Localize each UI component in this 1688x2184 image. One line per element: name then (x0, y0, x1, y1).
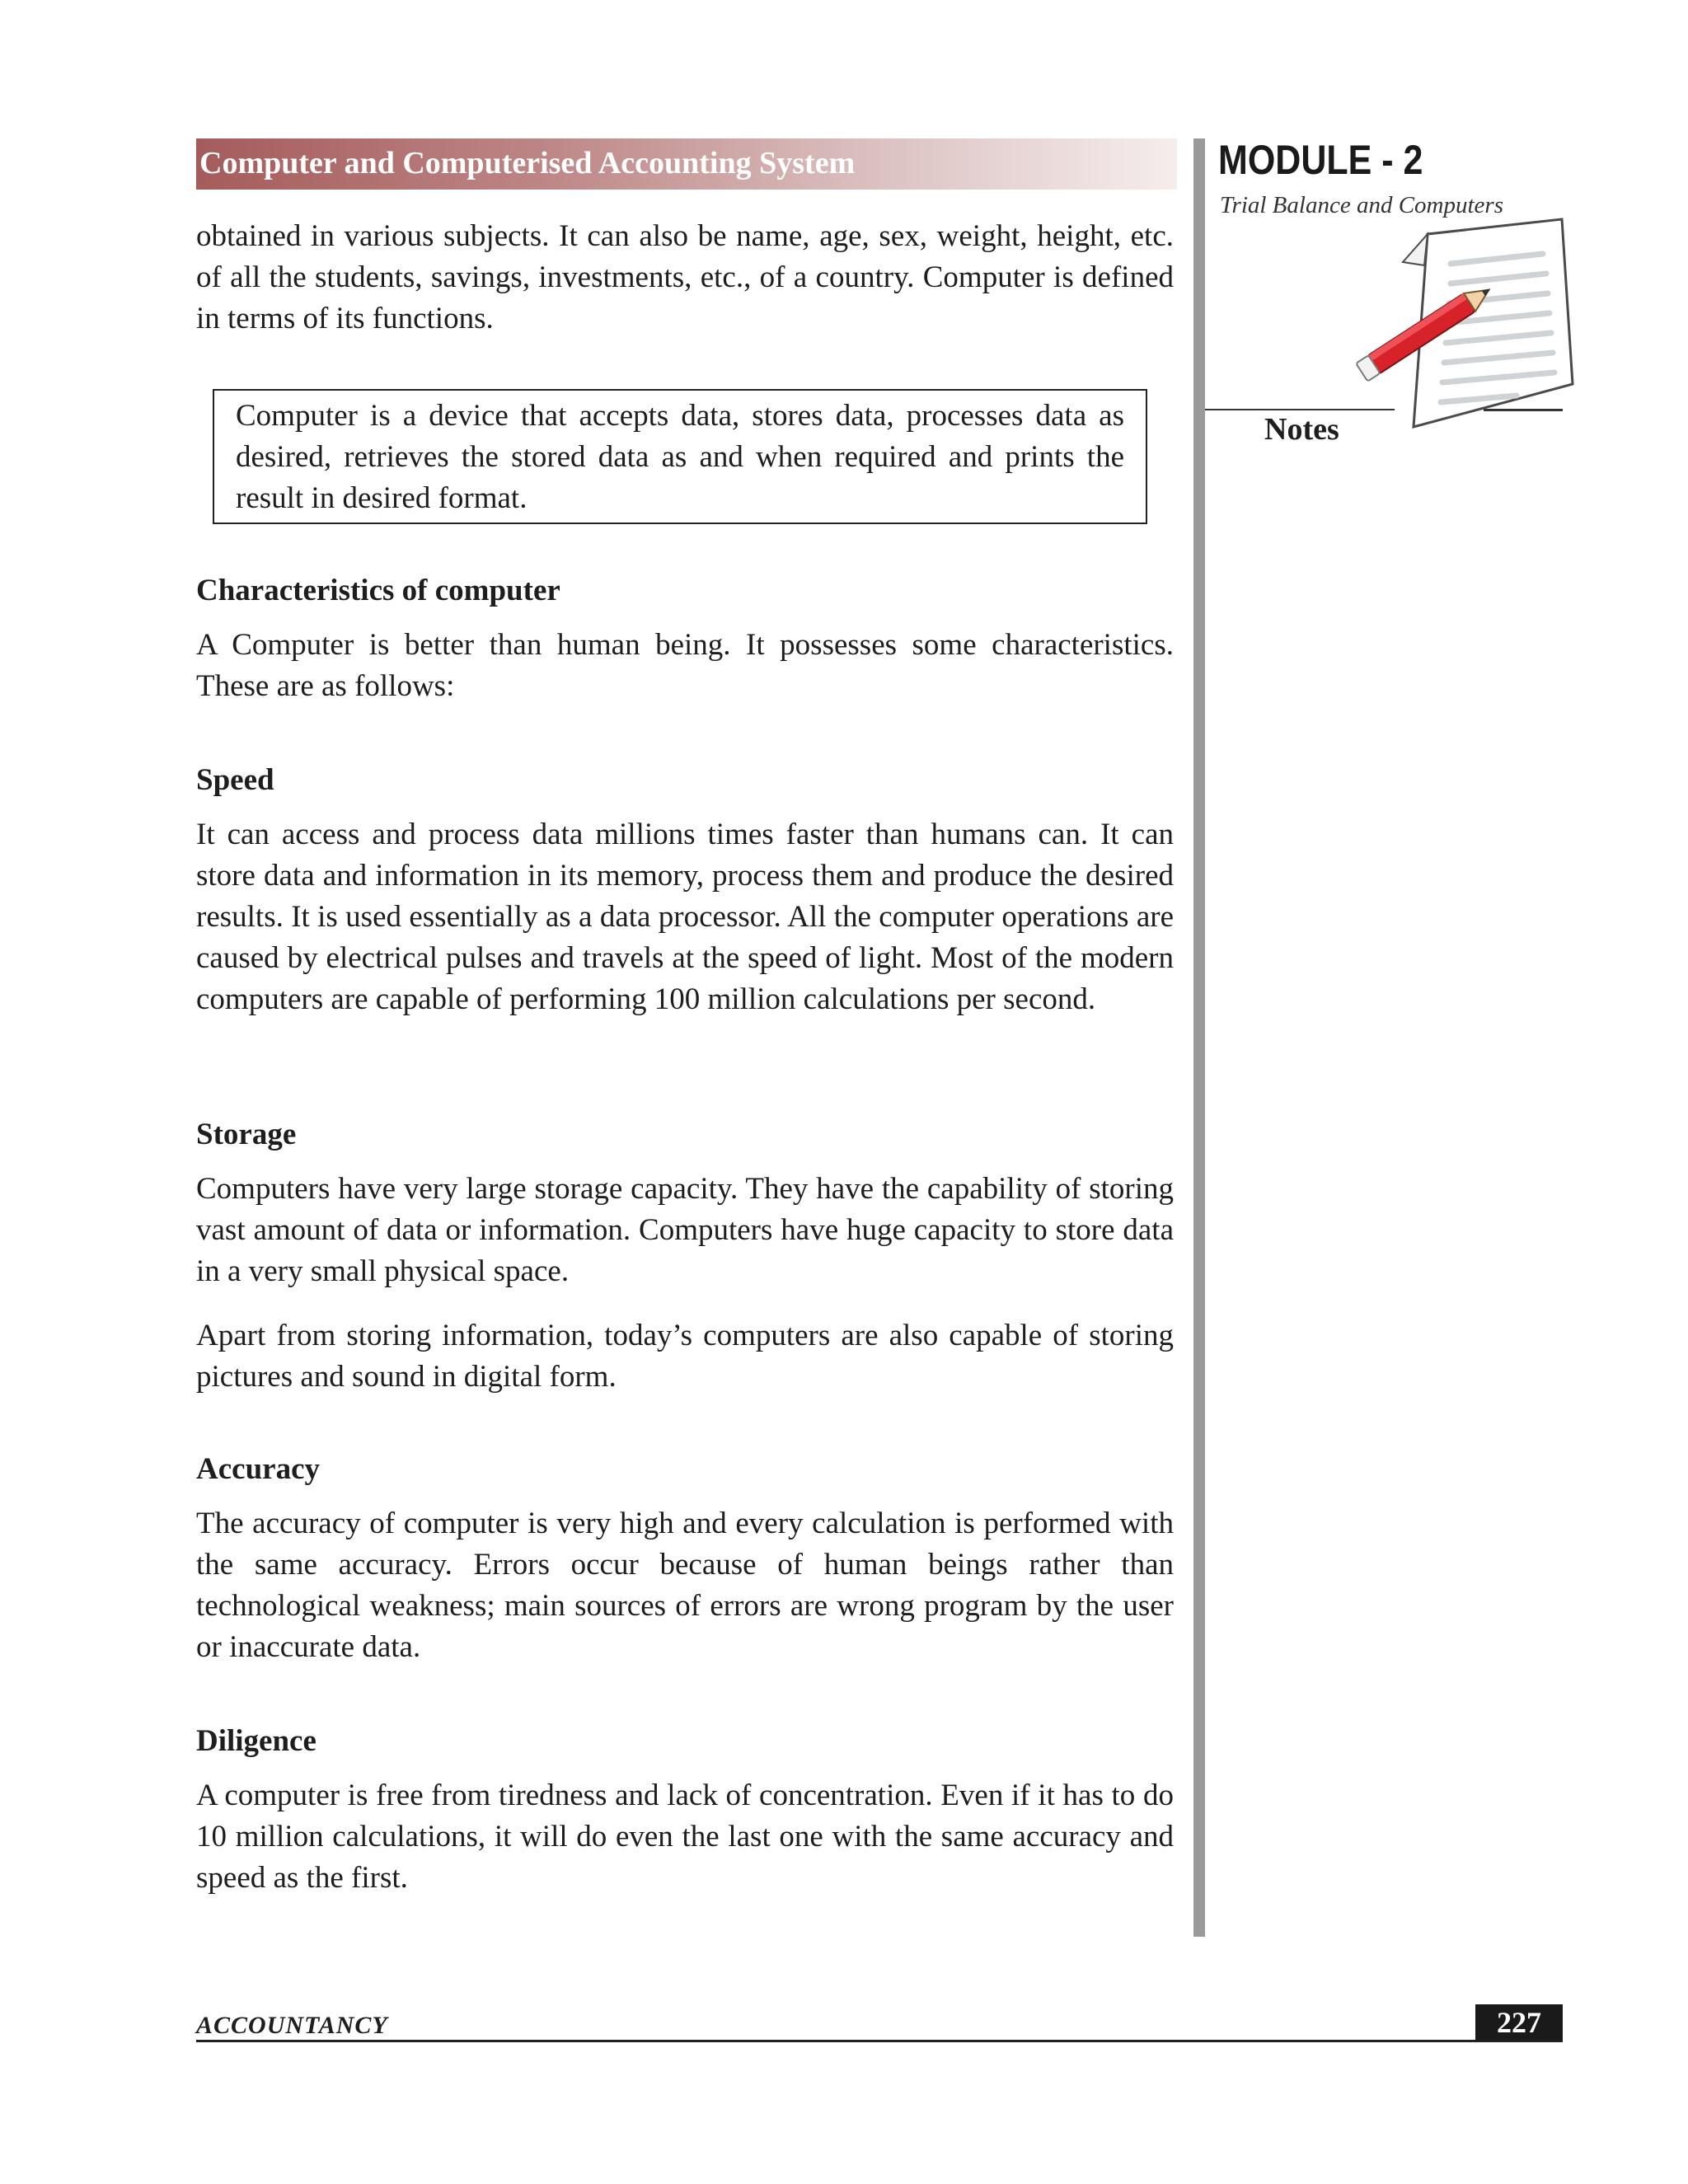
page-number: 227 (1475, 2004, 1563, 2041)
diligence-heading: Diligence (196, 1724, 316, 1758)
diligence-section (196, 1721, 1174, 1899)
footer-subject: ACCOUNTANCY (196, 2012, 388, 2039)
margin-divider (1193, 138, 1205, 1937)
speed-section (196, 760, 1174, 1020)
diligence-paragraph: A computer is free from tiredness and lack of concentration. Even if it has to do 10 million calculations, it will do even the last one with the same accuracy and speed as the first. (196, 1779, 1174, 1895)
speed-heading: Speed (196, 763, 274, 797)
module-subtitle: Trial Balance and Computers (1220, 192, 1503, 218)
storage-paragraph-1: Computers have very large storage capacity. They have the capability of storing vast amount of data or information. Computers have huge capacity to store data in a very small physical space. (196, 1172, 1174, 1288)
notepad-pencil-icon (1352, 211, 1574, 442)
accuracy-heading: Accuracy (196, 1452, 320, 1486)
module-label: MODULE - 2 (1218, 137, 1423, 183)
storage-heading: Storage (196, 1118, 297, 1151)
characteristics-section (196, 570, 1174, 707)
characteristics-paragraph: A Computer is better than human being. It possesses some characteristics. These are as follows: (196, 628, 1174, 703)
definition-box (213, 389, 1147, 524)
definition-text: Computer is a device that accepts data, stores data, processes data as desired, retrieves the stored data as and when required and prints the result in desired format. (236, 399, 1124, 515)
intro-block (196, 216, 1174, 340)
storage-section (196, 1114, 1174, 1398)
notes-label: Notes (1264, 412, 1339, 447)
accuracy-paragraph: The accuracy of computer is very high and every calculation is performed with the same accuracy. Errors occur because of human beings rather than technological weakness; main sources of errors are wrong program by the user or inaccurate data. (196, 1507, 1174, 1664)
notes-rule-right (1484, 409, 1563, 411)
footer-rule (196, 2040, 1563, 2042)
intro-paragraph: obtained in various subjects. It can also be name, age, sex, weight, height, etc. of all the students, savings, investments, etc., of a country. Computer is defined in terms of its functions. (196, 219, 1174, 335)
storage-paragraph-2: Apart from storing information, today’s computers are also capable of storing pictures and sound in digital form. (196, 1319, 1174, 1394)
speed-paragraph: It can access and process data millions times faster than humans can. It can store data and information in its memory, process them and produce the desired results. It is used essentially as a data processor. All the computer operations are caused by electrical pulses and travels at the speed of light. Most of the modern computers are capable of performing 100 million calculations per second. (196, 818, 1174, 1016)
characteristics-heading: Characteristics of computer (196, 574, 560, 607)
accuracy-section (196, 1449, 1174, 1668)
chapter-title: Computer and Computerised Accounting System (199, 146, 856, 180)
